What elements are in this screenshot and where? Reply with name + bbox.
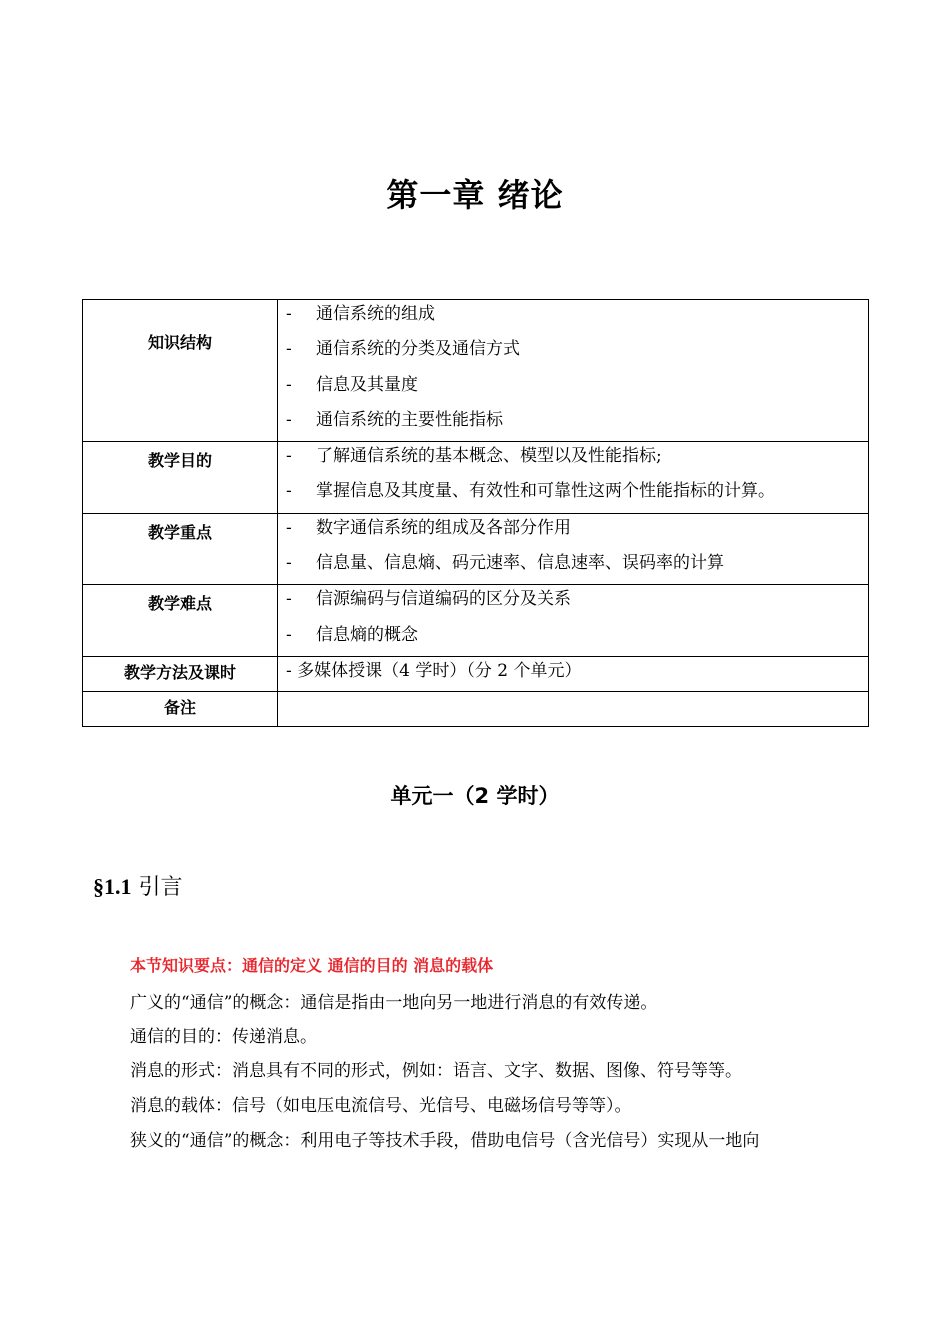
bullet-dash: - — [286, 553, 292, 574]
teaching-difficulties-label: 教学难点 — [147, 594, 212, 614]
list-item — [278, 300, 868, 335]
list-item-text: 信息及其量度 — [316, 374, 418, 395]
bullet-dash: - — [286, 481, 292, 502]
bullet-dash: - — [286, 304, 292, 324]
list-item — [278, 514, 868, 549]
list-item-text: 信源编码与信道编码的区分及关系 — [316, 589, 571, 610]
teaching-focus-label: 教学重点 — [147, 522, 212, 542]
row-content — [278, 656, 869, 691]
row-label — [83, 513, 278, 585]
row-content — [278, 300, 869, 442]
section-number: §1.1 — [93, 874, 132, 899]
teaching-goals-list — [278, 442, 868, 513]
row-label — [83, 442, 278, 514]
remarks-label: 备注 — [163, 697, 196, 717]
row-content — [278, 585, 869, 657]
teaching-difficulties-list — [278, 585, 868, 656]
bullet-dash: - — [286, 624, 292, 645]
row-label — [83, 691, 278, 726]
row-label — [83, 656, 278, 691]
list-item — [278, 621, 868, 656]
list-item-text: 了解通信系统的基本概念、模型以及性能指标; — [316, 446, 662, 467]
table-row — [83, 442, 869, 514]
paragraph: 消息的载体：信号（如电压电流信号、光信号、电磁场信号等等）。 — [130, 1096, 632, 1116]
list-item — [278, 371, 868, 406]
list-item — [278, 442, 868, 477]
list-item — [278, 585, 868, 620]
table-row — [83, 300, 869, 442]
list-item-text: 信息熵的概念 — [316, 624, 418, 645]
paragraph: 消息的形式：消息具有不同的形式，例如：语言、文字、数据、图像、符号等等。 — [130, 1061, 742, 1081]
row-content — [278, 691, 869, 726]
section-heading — [93, 870, 183, 901]
bullet-dash: - — [286, 339, 292, 360]
list-item — [278, 477, 868, 512]
list-item — [278, 549, 868, 584]
paragraph: 广义的“通信”的概念：通信是指由一地向另一地进行消息的有效传递。 — [130, 993, 658, 1013]
list-item-text: 数字通信系统的组成及各部分作用 — [316, 517, 571, 538]
methods-hours-value: - 多媒体授课（4 学时）（分 2 个单元） — [286, 660, 582, 681]
row-label — [83, 585, 278, 657]
table-row — [83, 691, 869, 726]
list-item-text: 通信系统的分类及通信方式 — [316, 339, 520, 360]
bullet-dash: - — [286, 517, 292, 538]
paragraph: 狭义的“通信”的概念：利用电子等技术手段，借助电信号（含光信号）实现从一地向 — [130, 1131, 760, 1151]
row-content — [278, 513, 869, 585]
knowledge-structure-list — [278, 300, 868, 441]
chapter-title: 第一章 绪论 — [386, 176, 564, 214]
bullet-dash: - — [286, 589, 292, 610]
bullet-dash: - — [286, 374, 292, 395]
teaching-focus-list — [278, 514, 868, 585]
key-points: 本节知识要点：通信的定义 通信的目的 消息的载体 — [130, 956, 494, 975]
row-label — [83, 300, 278, 442]
unit-title: 单元一（2 学时） — [390, 784, 560, 808]
section-title: 引言 — [138, 875, 183, 900]
bullet-dash: - — [286, 446, 292, 467]
list-item-text: 通信系统的主要性能指标 — [316, 409, 503, 430]
knowledge-structure-label: 知识结构 — [147, 333, 212, 352]
bullet-dash: - — [286, 409, 292, 430]
list-item-text: 信息量、信息熵、码元速率、信息速率、误码率的计算 — [316, 553, 724, 574]
row-content — [278, 442, 869, 514]
overview-table — [82, 299, 869, 727]
table-row — [83, 585, 869, 657]
teaching-goals-label: 教学目的 — [147, 451, 212, 471]
list-item — [278, 335, 868, 370]
table-row — [83, 513, 869, 585]
list-item-text: 通信系统的组成 — [316, 304, 435, 324]
list-item-text: 掌握信息及其度量、有效性和可靠性这两个性能指标的计算。 — [316, 481, 775, 502]
methods-hours-label: 教学方法及课时 — [123, 662, 236, 682]
table-row — [83, 656, 869, 691]
list-item — [278, 406, 868, 441]
paragraph: 通信的目的：传递消息。 — [130, 1027, 317, 1047]
